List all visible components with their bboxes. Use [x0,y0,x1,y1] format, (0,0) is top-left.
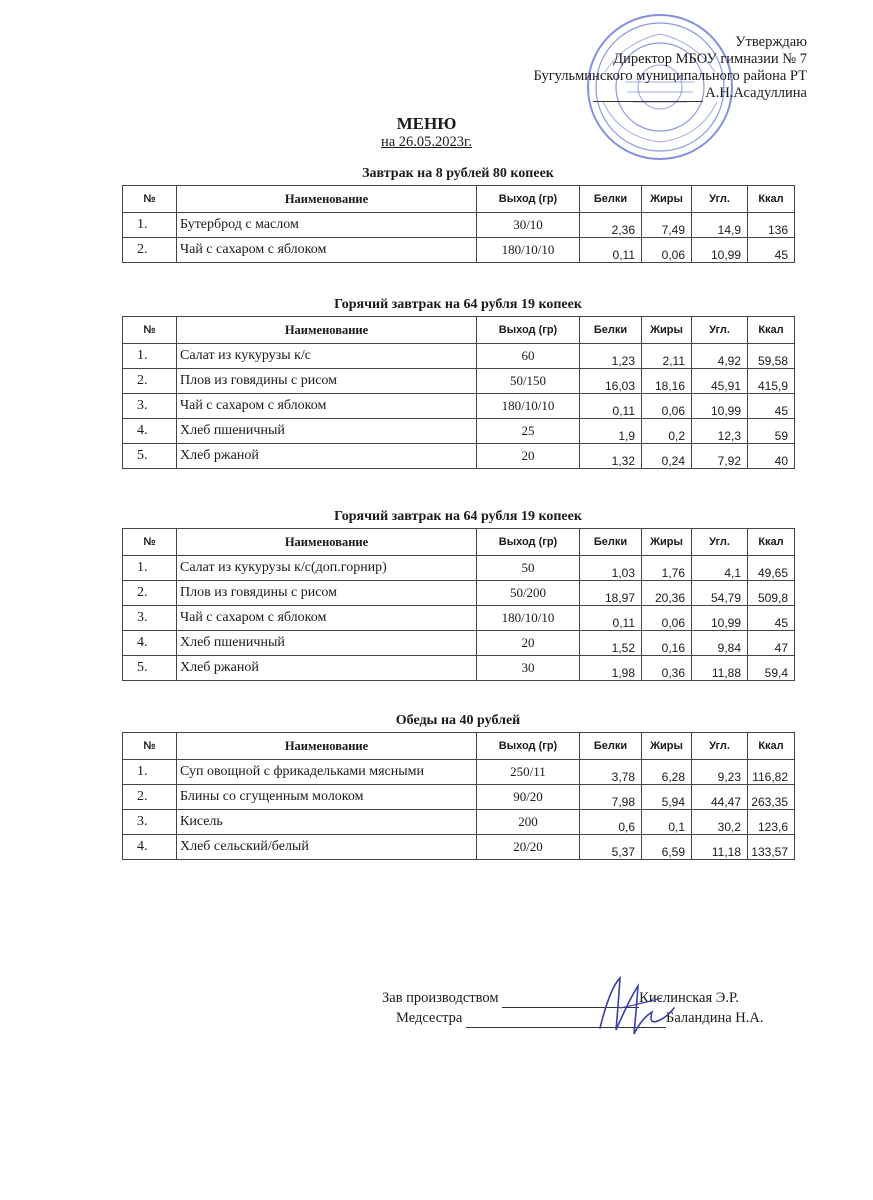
column-header: Ккал [748,733,795,760]
fat: 0,2 [642,419,692,444]
fat: 5,94 [642,785,692,810]
dish-name: Кисель [177,810,477,835]
column-header: Угл. [692,733,748,760]
director-name: А.Н.Асадуллина [705,85,807,101]
portion-weight: 200 [477,810,580,835]
portion-weight: 25 [477,419,580,444]
fat: 7,49 [642,213,692,238]
table-row [123,344,795,369]
fat: 0,24 [642,444,692,469]
column-header: Выход (гр) [477,317,580,344]
column-header: Жиры [642,186,692,213]
carbs: 54,79 [692,581,748,606]
table-row [123,419,795,444]
column-header: Белки [580,317,642,344]
kcal: 45 [748,606,795,631]
menu-title-block [0,114,873,151]
table-header-row [123,733,795,760]
protein: 18,97 [580,581,642,606]
table-row [123,444,795,469]
row-number: 1. [123,556,177,581]
dish-name: Суп овощной с фрикадельками мясными [177,760,477,785]
table-row [123,581,795,606]
kcal: 123,6 [748,810,795,835]
kcal: 263,35 [748,785,795,810]
section-lunch [122,710,794,860]
column-header: Наименование [177,529,477,556]
column-header: Выход (гр) [477,733,580,760]
fat: 0,06 [642,238,692,263]
carbs: 30,2 [692,810,748,835]
table-row [123,656,795,681]
row-number: 2. [123,785,177,810]
fat: 6,28 [642,760,692,785]
kcal: 47 [748,631,795,656]
signature-name: Кислинская Э.Р. [639,990,739,1006]
dish-name: Чай с сахаром с яблоком [177,606,477,631]
dish-name: Хлеб пшеничный [177,419,477,444]
carbs: 7,92 [692,444,748,469]
protein: 7,98 [580,785,642,810]
protein: 2,36 [580,213,642,238]
fat: 0,1 [642,810,692,835]
dish-name: Хлеб ржаной [177,444,477,469]
portion-weight: 180/10/10 [477,606,580,631]
table-row [123,213,795,238]
kcal: 49,65 [748,556,795,581]
carbs: 10,99 [692,606,748,631]
protein: 3,78 [580,760,642,785]
fat: 1,76 [642,556,692,581]
menu-title: МЕНЮ [396,114,457,133]
column-header: Ккал [748,529,795,556]
fat: 0,06 [642,606,692,631]
kcal: 509,8 [748,581,795,606]
column-header: Ккал [748,317,795,344]
section-breakfast [122,163,794,263]
table-header-row [123,529,795,556]
column-header: Жиры [642,733,692,760]
carbs: 10,99 [692,238,748,263]
portion-weight: 20 [477,631,580,656]
kcal: 45 [748,394,795,419]
protein: 1,52 [580,631,642,656]
table-header-row [123,186,795,213]
column-header: Угл. [692,529,748,556]
kcal: 59,4 [748,656,795,681]
kcal: 133,57 [748,835,795,860]
column-header: Белки [580,186,642,213]
kcal: 136 [748,213,795,238]
signature-role: Зав производством [382,990,499,1006]
menu-table [122,732,795,860]
column-header: Наименование [177,186,477,213]
row-number: 3. [123,810,177,835]
row-number: 3. [123,394,177,419]
menu-table [122,316,795,469]
approve-line-4 [534,85,808,102]
dish-name: Чай с сахаром с яблоком [177,394,477,419]
portion-weight: 90/20 [477,785,580,810]
table-row [123,369,795,394]
fat: 2,11 [642,344,692,369]
row-number: 4. [123,835,177,860]
fat: 20,36 [642,581,692,606]
carbs: 11,18 [692,835,748,860]
section-caption: Завтрак на 8 рублей 80 копеек [362,166,554,181]
protein: 1,23 [580,344,642,369]
portion-weight: 180/10/10 [477,394,580,419]
table-row [123,631,795,656]
fat: 0,16 [642,631,692,656]
protein: 1,03 [580,556,642,581]
protein: 1,32 [580,444,642,469]
portion-weight: 50 [477,556,580,581]
portion-weight: 20 [477,444,580,469]
column-header: Белки [580,529,642,556]
dish-name: Плов из говядины с рисом [177,369,477,394]
table-header-row [123,317,795,344]
kcal: 40 [748,444,795,469]
kcal: 116,82 [748,760,795,785]
carbs: 45,91 [692,369,748,394]
column-header: Выход (гр) [477,529,580,556]
protein: 1,9 [580,419,642,444]
table-row [123,835,795,860]
kcal: 59,58 [748,344,795,369]
section-caption: Обеды на 40 рублей [395,713,521,728]
row-number: 1. [123,213,177,238]
dish-name: Салат из кукурузы к/с [177,344,477,369]
protein: 0,11 [580,394,642,419]
table-row [123,556,795,581]
column-header: № [123,529,177,556]
signature-role: Медсестра [396,1010,463,1026]
portion-weight: 60 [477,344,580,369]
protein: 0,11 [580,238,642,263]
row-number: 4. [123,419,177,444]
dish-name: Бутерброд с маслом [177,213,477,238]
row-number: 2. [123,581,177,606]
table-row [123,760,795,785]
table-row [123,785,795,810]
column-header: Наименование [177,733,477,760]
row-number: 5. [123,444,177,469]
row-number: 3. [123,606,177,631]
menu-table [122,185,795,263]
dish-name: Хлеб ржаной [177,656,477,681]
table-row [123,606,795,631]
protein: 16,03 [580,369,642,394]
fat: 0,06 [642,394,692,419]
kcal: 45 [748,238,795,263]
row-number: 5. [123,656,177,681]
protein: 0,11 [580,606,642,631]
column-header: Угл. [692,186,748,213]
column-header: Угл. [692,317,748,344]
protein: 5,37 [580,835,642,860]
carbs: 12,3 [692,419,748,444]
portion-weight: 20/20 [477,835,580,860]
column-header: № [123,317,177,344]
dish-name: Салат из кукурузы к/с(доп.горнир) [177,556,477,581]
approve-line-3: Бугульминского муниципального района РТ [533,68,807,84]
column-header: № [123,186,177,213]
portion-weight: 30 [477,656,580,681]
fat: 18,16 [642,369,692,394]
protein: 1,98 [580,656,642,681]
column-header: Наименование [177,317,477,344]
carbs: 44,47 [692,785,748,810]
portion-weight: 180/10/10 [477,238,580,263]
kcal: 59 [748,419,795,444]
column-header: № [123,733,177,760]
section-hot-breakfast-2 [122,506,794,681]
row-number: 1. [123,344,177,369]
carbs: 10,99 [692,394,748,419]
signature-row-nurse [382,1008,763,1028]
portion-weight: 50/150 [477,369,580,394]
approve-signature-line [593,89,703,102]
row-number: 2. [123,369,177,394]
carbs: 4,1 [692,556,748,581]
signature-block [382,988,763,1028]
carbs: 9,84 [692,631,748,656]
approve-line-1: Утверждаю [735,34,807,50]
carbs: 14,9 [692,213,748,238]
handwritten-signature [590,968,680,1043]
table-row [123,810,795,835]
carbs: 11,88 [692,656,748,681]
dish-name: Хлеб пшеничный [177,631,477,656]
dish-name: Блины со сгущенным молоком [177,785,477,810]
fat: 6,59 [642,835,692,860]
section-caption: Горячий завтрак на 64 рубля 19 копеек [334,509,582,524]
row-number: 1. [123,760,177,785]
portion-weight: 50/200 [477,581,580,606]
column-header: Выход (гр) [477,186,580,213]
table-row [123,238,795,263]
row-number: 2. [123,238,177,263]
approval-block [534,34,808,102]
section-hot-breakfast-1 [122,294,794,469]
row-number: 4. [123,631,177,656]
dish-name: Чай с сахаром с яблоком [177,238,477,263]
column-header: Жиры [642,529,692,556]
dish-name: Плов из говядины с рисом [177,581,477,606]
menu-date: на 26.05.2023г. [380,134,472,150]
section-caption: Горячий завтрак на 64 рубля 19 копеек [334,297,582,312]
column-header: Ккал [748,186,795,213]
column-header: Жиры [642,317,692,344]
carbs: 4,92 [692,344,748,369]
carbs: 9,23 [692,760,748,785]
approve-line-2: Директор МБОУ гимназии № 7 [613,51,807,67]
portion-weight: 30/10 [477,213,580,238]
menu-table [122,528,795,681]
protein: 0,6 [580,810,642,835]
signature-name: Баландина Н.А. [666,1010,764,1026]
kcal: 415,9 [748,369,795,394]
column-header: Белки [580,733,642,760]
signature-row-production [382,988,763,1008]
dish-name: Хлеб сельский/белый [177,835,477,860]
table-row [123,394,795,419]
fat: 0,36 [642,656,692,681]
portion-weight: 250/11 [477,760,580,785]
